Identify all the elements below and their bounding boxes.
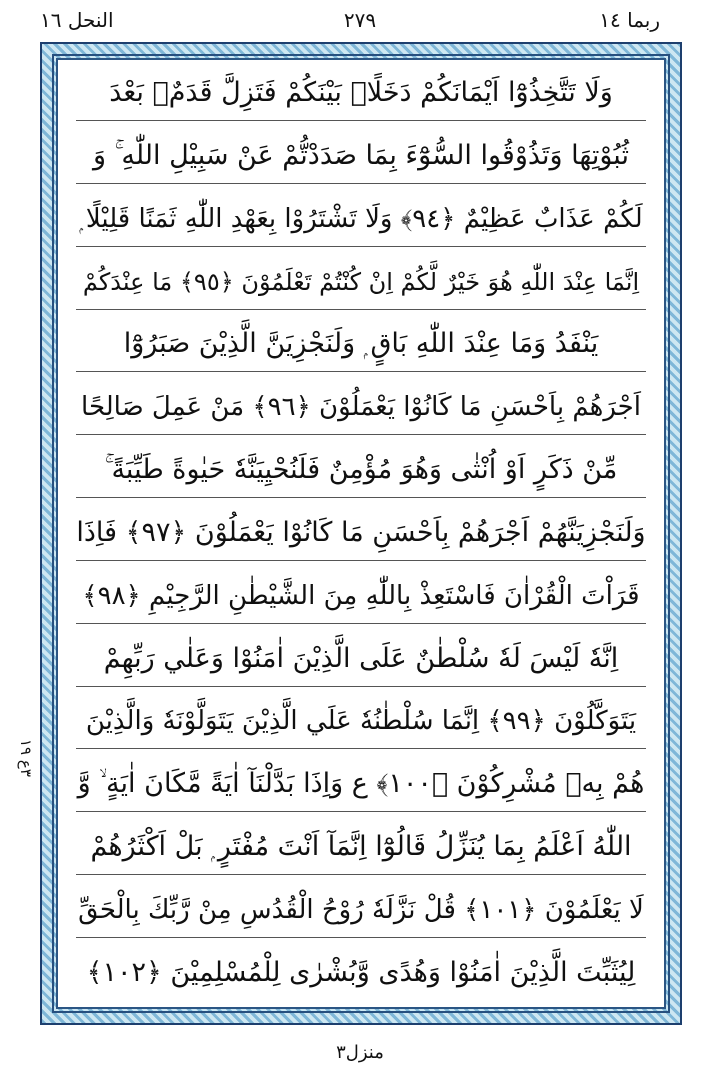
verse-line: وَلَنَجْزِيَنَّهُمْ اَجْرَهُمْ بِاَحْسَنِ مَا كَانُوْا يَعْمَلُوْنَ ﴿٩٧﴾ فَاِذَا [76,506,646,561]
verse-line: ثُبُوْتِهَا وَتَذُوْقُوا السُّوْٓءَ بِمَا صَدَدْتُّمْ عَنْ سَبِيْلِ اللّٰهِ ۚ وَ [76,129,646,184]
verse-line: اللّٰهُ اَعْلَمُ بِمَا يُنَزِّلُ قَالُوْٓا اِنَّمَآ اَنْتَ مُفْتَرٍ ۭ بَلْ اَكْثَرُهُمْ [76,820,646,875]
verse-line: يَتَوَكَّلُوْنَ ﴿٩٩﴾ اِنَّمَا سُلْطٰنُهٗ عَلَي الَّذِيْنَ يَتَوَلَّوْنَهٗ وَالَّذِيْنَ [76,694,646,749]
verse-line: هُمْ بِهٖ مُشْرِكُوْنَ ﴿١٠٠﴾ ع وَاِذَا بَدَّلْنَآ اٰيَةً مَّكَانَ اٰيَةٍ ۙ وَّ [76,757,646,812]
verse-line: اِنَّمَا عِنْدَ اللّٰهِ هُوَ خَيْرٌ لَّكُمْ اِنْ كُنْتُمْ تَعْلَمُوْنَ ﴿٩٥﴾ مَا عِنْدَكُمْ [76,255,646,310]
verse-line: لَكُمْ عَذَابٌ عَظِيْمٌ ﴿٩٤﴾ وَلَا تَشْتَرُوْا بِعَهْدِ اللّٰهِ ثَمَنًا قَلِيْلًا ۭ [76,192,646,247]
verse-text-area [56,58,666,1009]
verse-line: وَلَا تَتَّخِذُوْٓا اَيْمَانَكُمْ دَخَلًاۢ بَيْنَكُمْ فَتَزِلَّ قَدَمٌۢ بَعْدَ [76,66,646,121]
verse-line: مِّنْ ذَكَرٍ اَوْ اُنْثٰى وَهُوَ مُؤْمِنٌ فَلَنُحْيِيَنَّهٗ حَيٰوةً طَيِّبَةً ۚ [76,443,646,498]
verse-line: اِنَّهٗ لَيْسَ لَهٗ سُلْطٰنٌ عَلَى الَّذِيْنَ اٰمَنُوْا وَعَلٰي رَبِّهِمْ [76,632,646,687]
decorative-page-border [40,42,682,1025]
manzil-footer: منزل٣ [336,1042,384,1063]
ruku-marker: ٣ع ١٩ [17,739,35,777]
verse-line: قَرَاْتَ الْقُرْاٰنَ فَاسْتَعِذْ بِاللّٰهِ مِنَ الشَّيْطٰنِ الرَّجِيْمِ ﴿٩٨﴾ [76,569,646,624]
surah-name: النحل ١٦ [40,8,114,32]
page-header [0,0,720,44]
juz-name: ربما ١٤ [599,8,660,32]
verse-line: يَنْفَدُ وَمَا عِنْدَ اللّٰهِ بَاقٍ ۭ وَلَنَجْزِيَنَّ الَّذِيْنَ صَبَرُوْٓا [76,317,646,372]
verse-line: لِيُثَبِّتَ الَّذِيْنَ اٰمَنُوْا وَهُدًى وَّبُشْرٰى لِلْمُسْلِمِيْنَ ﴿١٠٢﴾ [86,956,636,988]
verse-line: لَا يَعْلَمُوْنَ ﴿١٠١﴾ قُلْ نَزَّلَهٗ رُوْحُ الْقُدُسِ مِنْ رَّبِّكَ بِالْحَقِّ [76,883,646,938]
verse-line: اَجْرَهُمْ بِاَحْسَنِ مَا كَانُوْا يَعْمَلُوْنَ ﴿٩٦﴾ مَنْ عَمِلَ صَالِحًا [76,380,646,435]
page-number: ٢٧٩ [343,8,377,32]
